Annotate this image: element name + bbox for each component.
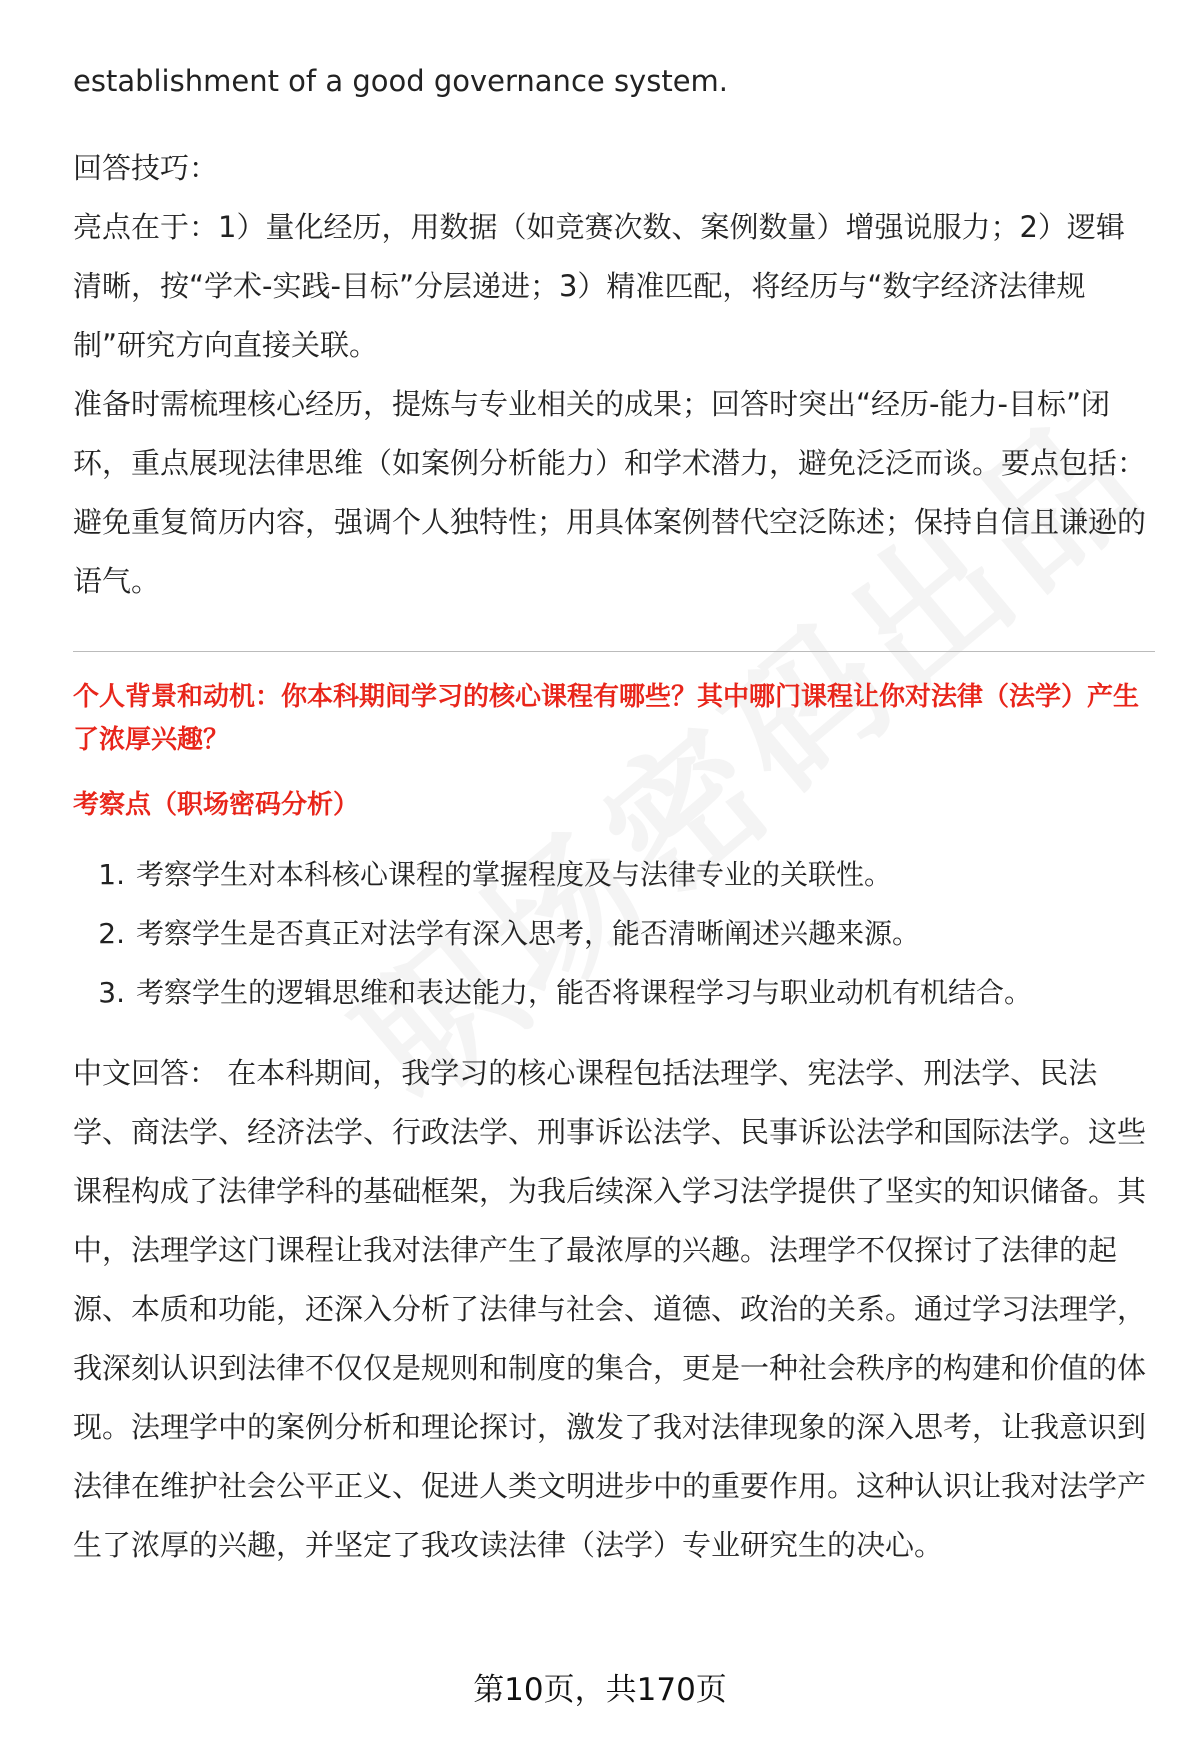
document-page [73,52,1153,1575]
list-text: 考察学生的逻辑思维和表达能力，能否将课程学习与职业动机有机结合。 [136,976,1033,1009]
tips-heading: 回答技巧： [73,151,219,185]
list-item [73,963,1153,1022]
list-text: 考察学生对本科核心课程的掌握程度及与法律专业的关联性。 [136,858,893,891]
list-number: 2. [98,917,125,950]
section-divider [73,651,1155,652]
tips-preparation: 准备时需梳理核心经历，提炼与专业相关的成果；回答时突出“经历-能力-目标”闭环，重点展现法律思维（如案例分析能力）和学术潜力，避免泛泛而谈。要点包括：避免重复简历内容，强调个人独特性；用具体案例替代空泛陈述；保持自信且谦逊的语气。 [73,387,1147,598]
continued-text: establishment of a good governance system. [73,64,729,98]
list-number: 3. [98,976,125,1009]
question-subheading: 考察点（职场密码分析） [73,790,360,820]
list-text: 考察学生是否真正对法学有深入思考，能否清晰阐述兴趣来源。 [136,917,921,950]
question-title: 个人背景和动机：你本科期间学习的核心课程有哪些？其中哪门课程让你对法律（法学）产生了浓厚兴趣？ [73,682,1140,755]
list-item [73,904,1153,963]
list-item [73,845,1153,904]
assessment-points [73,845,1153,1022]
spacer [73,111,1153,139]
chinese-answer: 中文回答： 在本科期间，我学习的核心课程包括法理学、宪法学、刑法学、民法学、商法学、经济法学、行政法学、刑事诉讼法学、民事诉讼法学和国际法学。这些课程构成了法律学科的基础框架，为我后续深入学习法学提供了坚实的知识储备。其中，法理学这门课程让我对法律产生了最浓厚的兴趣。法理学不仅探讨了法律的起源、本质和功能，还深入分析了法律与社会、道德、政治的关系。通过学习法理学，我深刻认识到法律不仅仅是规则和制度的集合，更是一种社会秩序的构建和价值的体现。法理学中的案例分析和理论探讨，激发了我对法律现象的深入思考，让我意识到法律在维护社会公平正义、促进人类文明进步中的重要作用。这种认识让我对法学产生了浓厚的兴趣，并坚定了我攻读法律（法学）专业研究生的决心。 [73,1056,1147,1562]
page-number: 第10页，共170页 [473,1672,727,1708]
list-number: 1. [98,858,125,891]
tips-highlights: 亮点在于：1）量化经历，用数据（如竞赛次数、案例数量）增强说服力；2）逻辑清晰，按“学术-实践-目标”分层递进；3）精准匹配，将经历与“数字经济法律规制”研究方向直接关联。 [73,210,1125,362]
